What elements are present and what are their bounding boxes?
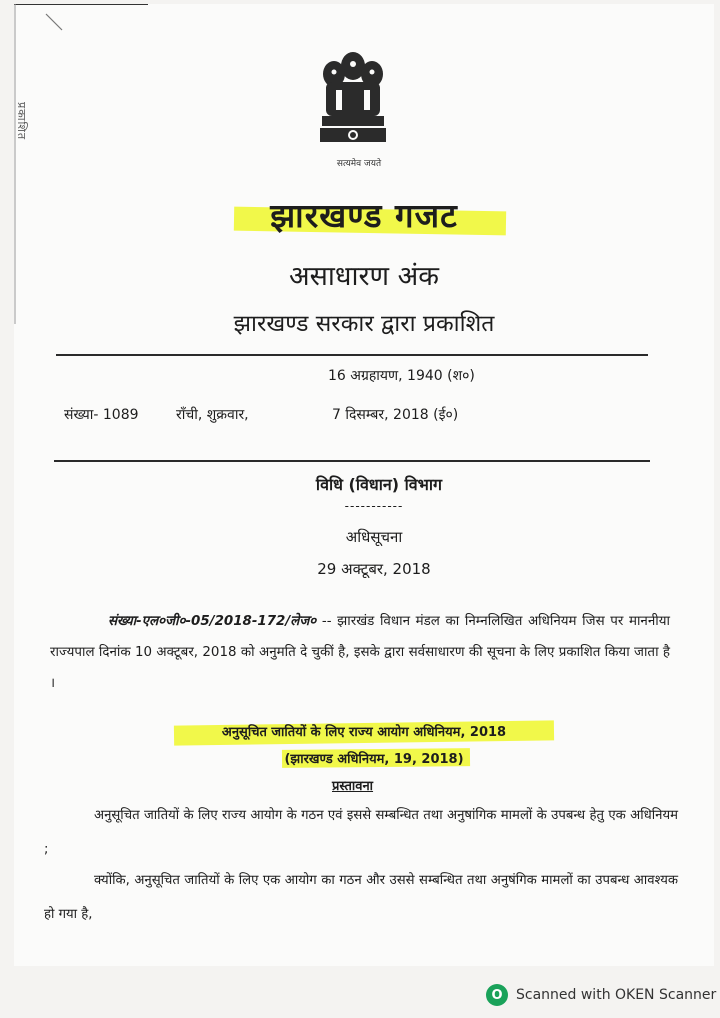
scanner-label: Scanned with OKEN Scanner (516, 987, 717, 1003)
notification-date: 29 अक्टूबर, 2018 (317, 560, 431, 578)
extraordinary-issue-label: असाधारण अंक (289, 261, 439, 292)
national-emblem-icon (306, 44, 400, 152)
department-heading: विधि (विधान) विभाग (315, 475, 443, 494)
scanner-logo-icon: O (486, 984, 508, 1006)
issue-gregorian-date: 7 दिसम्बर, 2018 (ई०) (332, 407, 459, 423)
scanner-watermark (486, 984, 716, 1006)
issue-divider (54, 460, 650, 462)
act-title: अनुसूचित जातियों के लिए राज्य आयोग अधिनियम, 2018 (221, 725, 507, 740)
fold-mark (44, 12, 64, 32)
gazette-title: झारखण्ड गजट (270, 196, 458, 235)
act-number: (झारखण्ड अधिनियम, 19, 2018) (284, 752, 464, 767)
notification-title: अधिसूचना (345, 528, 403, 546)
notification-body (50, 606, 670, 699)
emblem-motto: सत्यमेव जयते (336, 159, 382, 169)
gazette-page (14, 4, 714, 966)
preamble-paragraph-1: अनुसूचित जातियों के लिए राज्य आयोग के गठन एवं इससे सम्बन्धित तथा अनुषांगिक मामलों के उपबन्ध हेतु एक अधिनियम ; (44, 808, 678, 857)
date-underline (14, 4, 148, 5)
notification-reference: संख्या-एल०जी०-05/2018-172/लेज० (108, 614, 317, 629)
reference-dash: -- (316, 614, 338, 629)
issue-place-day: राँची, शुक्रवार, (176, 407, 249, 423)
saka-date: 16 अग्रहायण, 1940 (श०) (328, 368, 475, 384)
preamble-heading: प्रस्तावना (332, 779, 374, 794)
page-edge-line (14, 4, 16, 324)
header-divider (56, 354, 648, 356)
edge-text: प्रकाशित (15, 102, 28, 141)
issue-number: संख्या- 1089 (64, 407, 139, 423)
preamble-paragraph-2: क्योंकि, अनुसूचित जातियों के लिए एक आयोग का गठन और उससे सम्बन्धित तथा अनुषंगिक मामलों का उपबन्ध आवश्यक हो गया है, (44, 873, 678, 922)
published-by-label: झारखण्ड सरकार द्वारा प्रकाशित (233, 311, 495, 337)
notification-text: झारखंड विधान मंडल का निम्नलिखित अधिनियम जिस पर माननीया राज्यपाल दिनांक 10 अक्टूबर, 2018 को अनुमति दे चुकीं है, इसके द्वारा सर्वसाधारण की सूचना के लिए प्रकाशित किया जाता है । (50, 614, 671, 691)
separator: ----------- (344, 499, 404, 513)
